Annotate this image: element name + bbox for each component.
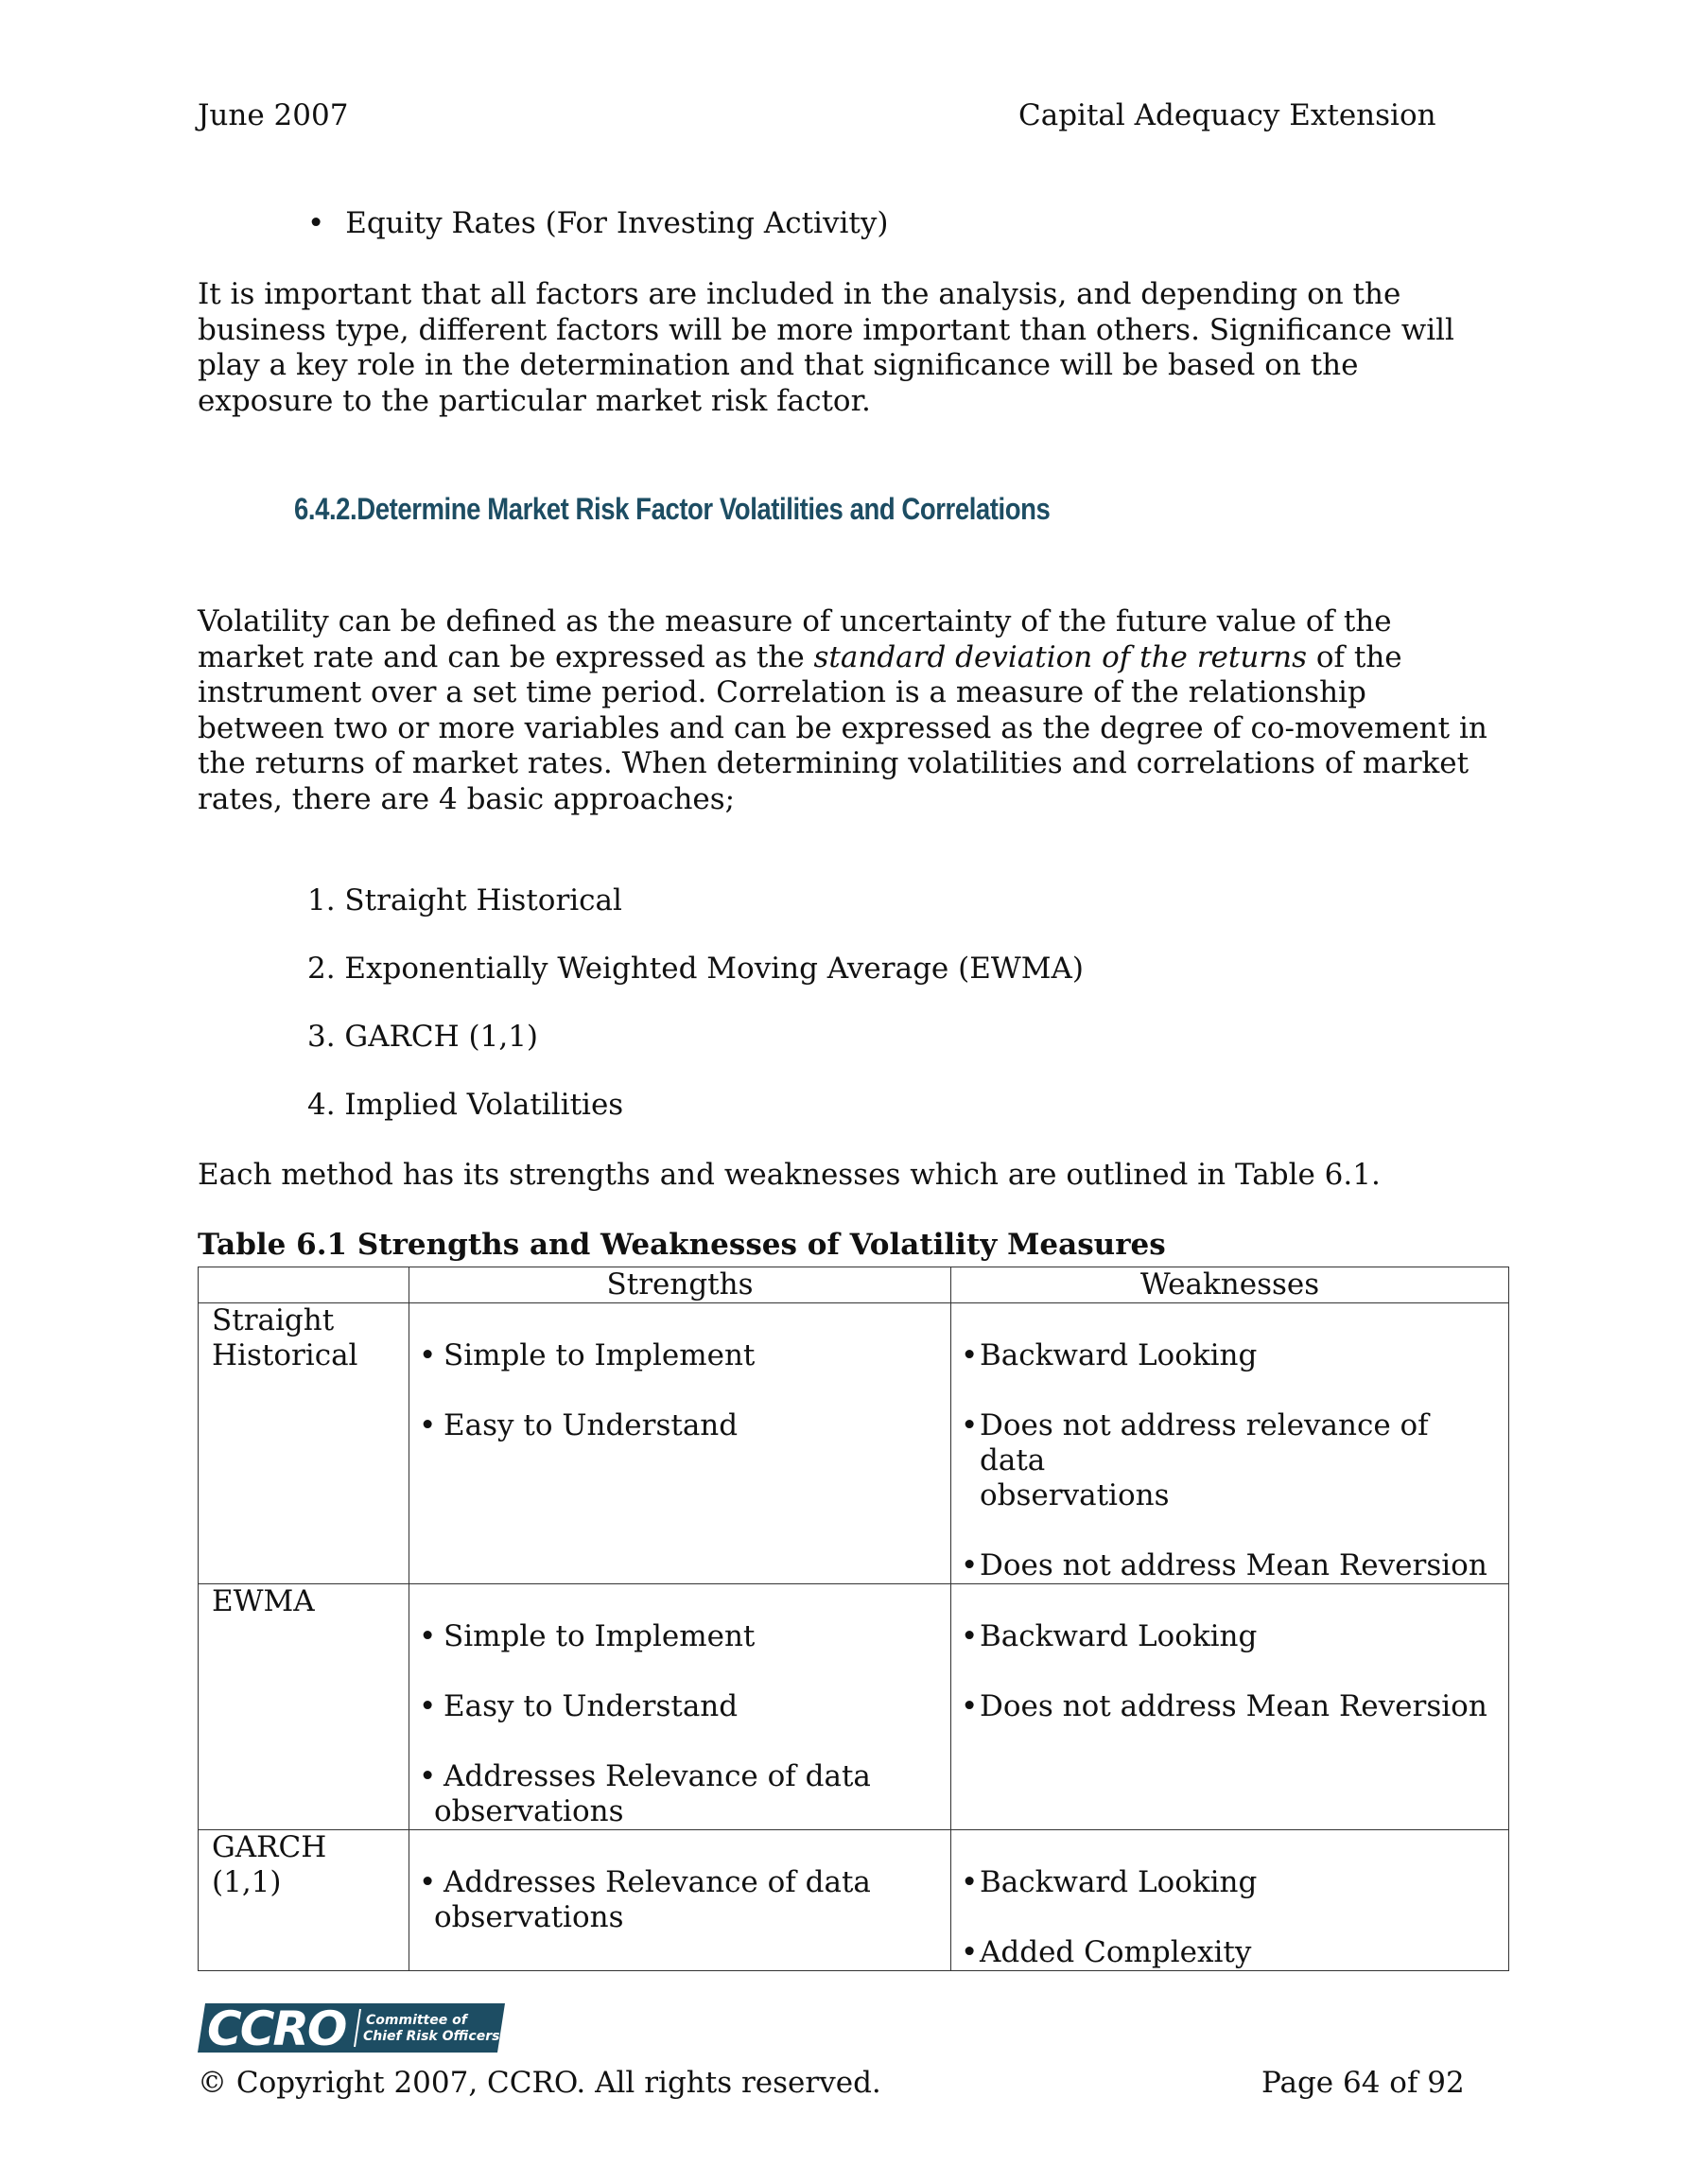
row-label <box>199 1830 409 1971</box>
table-header-cell: Weaknesses <box>951 1267 1509 1303</box>
logo-text-line: Chief Risk Officers <box>363 2029 500 2044</box>
table-header-row <box>199 1267 1509 1303</box>
paragraph-line: Volatility can be defined as the measure of uncertainty of the future value of the <box>198 604 1392 638</box>
section-title: Determine Market Risk Factor Volatilities and Correlations <box>357 492 1051 526</box>
strengths-cell <box>409 1584 951 1830</box>
approach-item: 1. Straight Historical <box>307 883 622 917</box>
table-row <box>199 1303 1509 1584</box>
approach-item: 2. Exponentially Weighted Moving Average (EWMA) <box>307 952 1084 986</box>
table-row <box>199 1584 1509 1830</box>
emphasis-text: standard deviation of the returns <box>813 639 1308 674</box>
paragraph-line: play a key role in the determination and that significance will be based on the <box>198 348 1359 382</box>
row-label-line: Straight <box>212 1303 335 1337</box>
paragraph-line: business type, different factors will be more important than others. Significance will <box>198 312 1454 347</box>
table-header-cell <box>199 1267 409 1303</box>
row-label-line: Historical <box>212 1338 358 1372</box>
table-title: Table 6.1 Strengths and Weaknesses of Volatility Measures <box>198 1228 1166 1262</box>
ccro-logo-graphic <box>198 2003 505 2053</box>
strength-item-continuation: observations <box>434 1794 624 1828</box>
strength-item: • Addresses Relevance of data <box>419 1865 945 1900</box>
text-run: market rate and can be expressed as the <box>198 639 814 674</box>
paragraph-line <box>198 640 1522 676</box>
header-date: June 2007 <box>198 98 349 132</box>
weaknesses-cell <box>951 1830 1509 1971</box>
text-run: of the <box>1307 639 1402 674</box>
footer-page-number: Page 64 of 92 <box>1261 2066 1465 2100</box>
strength-item: • Simple to Implement <box>419 1619 945 1654</box>
weakness-item-continuation: observations <box>980 1478 1170 1512</box>
strengths-cell <box>409 1303 951 1584</box>
weakness-item: • Backward Looking <box>961 1865 1503 1900</box>
section-number: 6.4.2. <box>294 492 357 526</box>
ccro-logo <box>198 2003 505 2053</box>
paragraph-line: exposure to the particular market risk factor. <box>198 383 871 418</box>
paragraph-line: instrument over a set time period. Correlation is a measure of the relationship <box>198 675 1366 709</box>
logo-text-line: Committee of <box>366 2013 467 2028</box>
weakness-item: • Added Complexity <box>961 1935 1503 1970</box>
bullet-icon: • <box>307 206 325 240</box>
approach-item: 4. Implied Volatilities <box>307 1088 624 1122</box>
volatility-paragraph <box>198 604 1522 817</box>
strength-item: • Easy to Understand <box>419 1408 945 1443</box>
paragraph-line: between two or more variables and can be expressed as the degree of co-movement in <box>198 710 1487 745</box>
strength-item: • Addresses Relevance of data <box>419 1759 945 1794</box>
header-doc-title: Capital Adequacy Extension <box>1018 98 1436 132</box>
table-row <box>199 1830 1509 1971</box>
strength-item-continuation: observations <box>434 1900 624 1934</box>
paragraph-line: rates, there are 4 basic approaches; <box>198 781 736 816</box>
strengths-cell <box>409 1830 951 1971</box>
row-label-line: (1,1) <box>212 1865 282 1899</box>
weakness-item: • Backward Looking <box>961 1338 1503 1373</box>
footer-copyright: © Copyright 2007, CCRO. All rights reserved. <box>198 2066 881 2100</box>
paragraph-line: the returns of market rates. When determining volatilities and correlations of market <box>198 746 1470 780</box>
weaknesses-cell <box>951 1584 1509 1830</box>
table-header-cell: Strengths <box>409 1267 951 1303</box>
intro-paragraph <box>198 277 1522 419</box>
weakness-item: • Does not address relevance of data <box>961 1408 1503 1478</box>
bullet-text: Equity Rates (For Investing Activity) <box>345 206 889 240</box>
weakness-item: • Does not address Mean Reversion <box>961 1689 1503 1724</box>
volatility-table <box>198 1267 1509 1971</box>
bullet-item <box>307 206 888 240</box>
strength-item: • Simple to Implement <box>419 1338 945 1373</box>
weakness-item: • Backward Looking <box>961 1619 1503 1654</box>
row-label-line: GARCH <box>212 1830 327 1864</box>
section-heading <box>294 492 1050 527</box>
table-intro-paragraph: Each method has its strengths and weaknesses which are outlined in Table 6.1. <box>198 1158 1381 1192</box>
weakness-item: • Does not address Mean Reversion <box>961 1548 1503 1583</box>
row-label <box>199 1584 409 1830</box>
row-label <box>199 1303 409 1584</box>
weaknesses-cell <box>951 1303 1509 1584</box>
logo-mark: CCRO <box>207 2003 346 2053</box>
approach-item: 3. GARCH (1,1) <box>307 1020 539 1054</box>
paragraph-line: It is important that all factors are included in the analysis, and depending on the <box>198 277 1401 311</box>
row-label-line: EWMA <box>212 1584 315 1618</box>
strength-item: • Easy to Understand <box>419 1689 945 1724</box>
